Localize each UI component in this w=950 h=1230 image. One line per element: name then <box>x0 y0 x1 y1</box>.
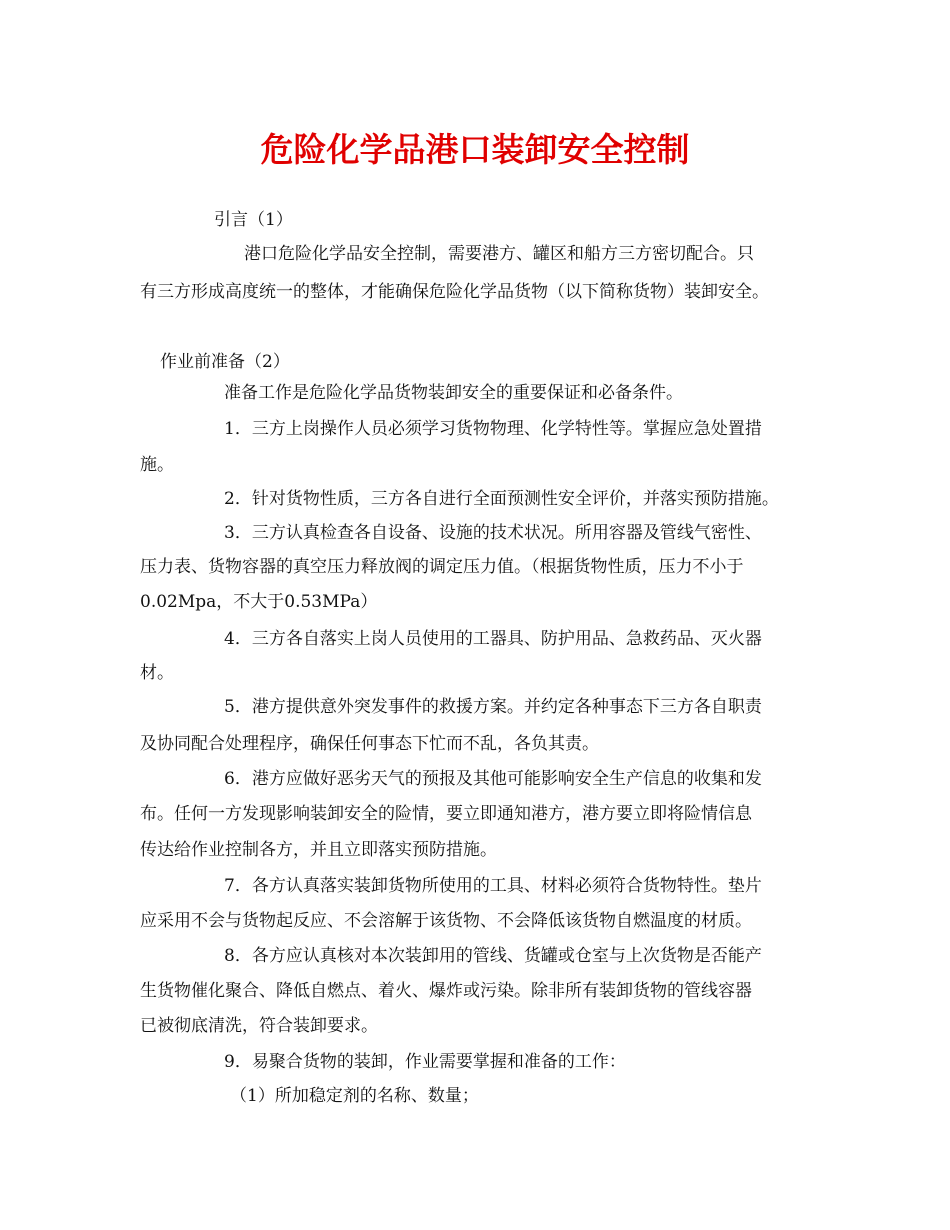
paragraph-line: 0.02Mpa，不大于0.53MPa） <box>140 592 378 612</box>
paragraph-line: 5．港方提供意外突发事件的救援方案。并约定各种事态下三方各自职责 <box>224 697 762 717</box>
paragraph-line: 施。 <box>140 455 174 475</box>
paragraph-line: 准备工作是危险化学品货物装卸安全的重要保证和必备条件。 <box>224 383 683 403</box>
paragraph-line: 9．易聚合货物的装卸，作业需要掌握和准备的工作： <box>224 1052 626 1072</box>
paragraph-line: 已被彻底清洗，符合装卸要求。 <box>140 1016 378 1036</box>
paragraph-line: 2．针对货物性质，三方各自进行全面预测性安全评价，并落实预防措施。 <box>224 489 779 509</box>
paragraph-line: 1．三方上岗操作人员必须学习货物物理、化学特性等。掌握应急处置措 <box>224 419 762 439</box>
paragraph-line: 材。 <box>140 663 174 683</box>
paragraph-line: 有三方形成高度统一的整体，才能确保危险化学品货物（以下简称货物）装卸安全。 <box>140 282 769 302</box>
paragraph-line: 及协同配合处理程序，确保任何事态下忙而不乱，各负其责。 <box>140 734 599 754</box>
paragraph-line: 7．各方认真落实装卸货物所使用的工具、材料必须符合货物特性。垫片 <box>224 876 762 896</box>
paragraph-line: 港口危险化学品安全控制，需要港方、罐区和船方三方密切配合。只 <box>244 244 754 264</box>
paragraph-line: 布。任何一方发现影响装卸安全的险情，要立即通知港方，港方要立即将险情信息 <box>140 804 752 824</box>
paragraph-line: 引言（1） <box>214 210 293 230</box>
paragraph-line: 8．各方应认真核对本次装卸用的管线、货罐或仓室与上次货物是否能产 <box>224 946 762 966</box>
paragraph-line: （1）所加稳定剂的名称、数量； <box>230 1086 479 1106</box>
paragraph-line: 应采用不会与货物起反应、不会溶解于该货物、不会降低该货物自燃温度的材质。 <box>140 911 752 931</box>
paragraph-line: 压力表、货物容器的真空压力释放阀的调定压力值。（根据货物性质，压力不小于 <box>140 557 744 577</box>
document-title: 危险化学品港口装卸安全控制 <box>260 130 690 169</box>
paragraph-line: 作业前准备（2） <box>160 352 290 372</box>
paragraph-line: 3．三方认真检查各自设备、设施的技术状况。所用容器及管线气密性、 <box>224 523 762 543</box>
paragraph-line: 6．港方应做好恶劣天气的预报及其他可能影响安全生产信息的收集和发 <box>224 769 762 789</box>
paragraph-line: 传达给作业控制各方，并且立即落实预防措施。 <box>140 840 497 860</box>
paragraph-line: 生货物催化聚合、降低自燃点、着火、爆炸或污染。除非所有装卸货物的管线容器 <box>140 981 752 1001</box>
paragraph-line: 4．三方各自落实上岗人员使用的工器具、防护用品、急救药品、灭火器 <box>224 629 762 649</box>
